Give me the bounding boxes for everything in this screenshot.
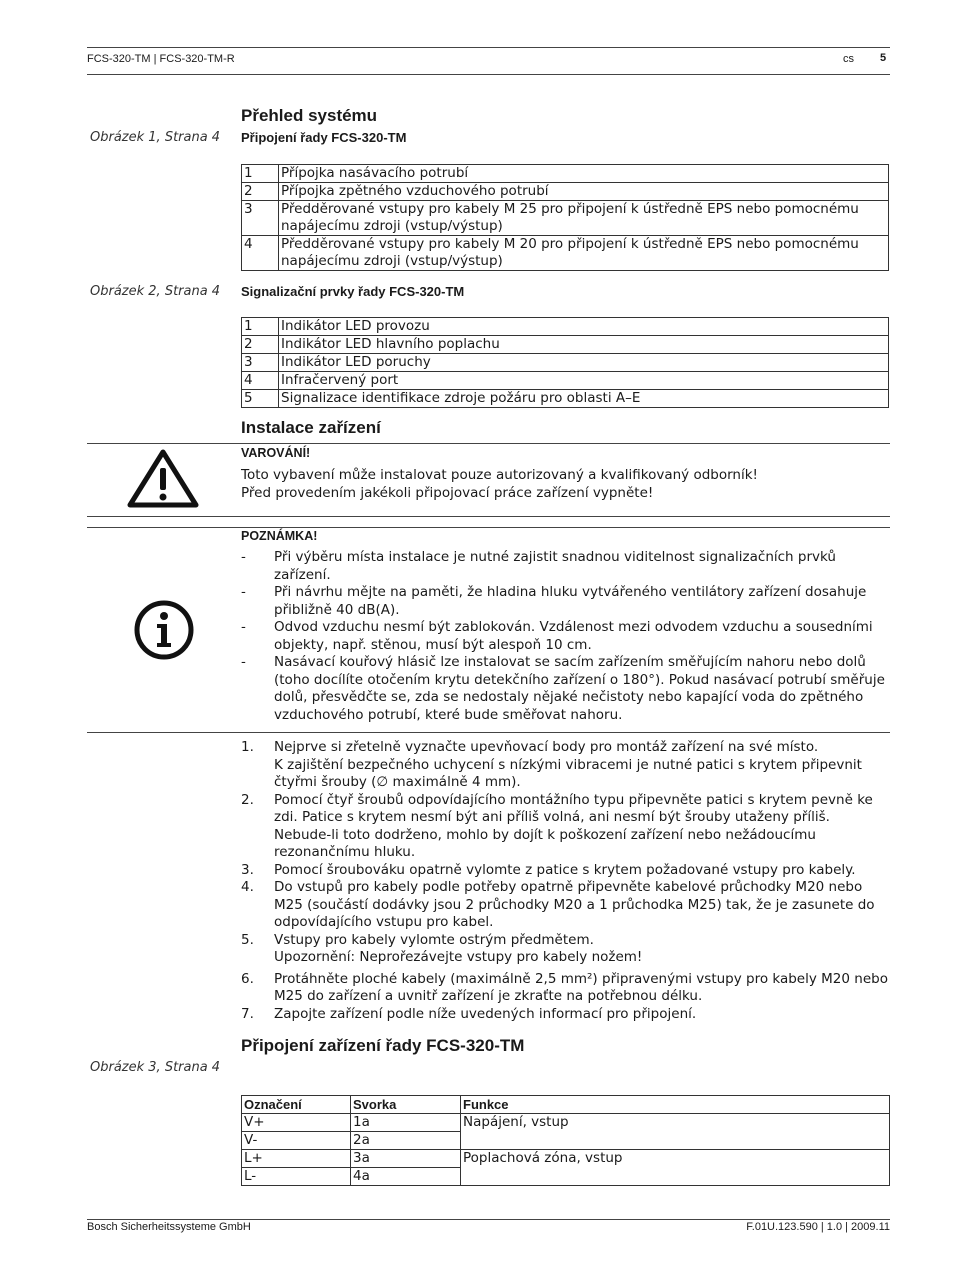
note-bottom-rule — [87, 732, 890, 733]
list-item — [241, 1006, 891, 1024]
column-header: Označení — [242, 1096, 351, 1114]
step-number: 2. — [241, 791, 254, 808]
cell-label: L+ — [242, 1150, 351, 1168]
list-item: - Odvod vzduchu nesmí být zablokován. Vzdálenost mezi odvodem vzduchu a sousedními objekty, např. stěnou, musí být alespoň 10 cm. — [241, 619, 873, 653]
section-heading-install: Instalace zařízení — [241, 418, 381, 437]
warning-text-2: Před provedením jakékoli připojovací práce zařízení vypněte! — [241, 485, 654, 501]
list-item — [241, 862, 891, 880]
table-row — [242, 372, 889, 390]
step-number: 6. — [241, 970, 254, 987]
list-item — [241, 971, 891, 1006]
legend-text: Indikátor LED poruchy — [279, 354, 889, 372]
column-header: Svorka — [351, 1096, 461, 1114]
warning-text-1: Toto vybavení může instalovat pouze autorizovaný a kvalifikovaný odborník! — [241, 467, 758, 483]
section-heading-connect: Připojení zařízení řady FCS-320-TM — [241, 1036, 525, 1055]
step-number: 1. — [241, 739, 254, 755]
list-item: - Nasávací kouřový hlásič lze instalovat se sacím zařízením směřujícím nahoru nebo dolů (toho docílíte otočením krytu detekčního zařízení o 180°). Pokud nasávací potrubí směřuje dolů, přesvědčte se, zda se nedostaly nějaké nečistoty nebo kapající voda do zpětného vzduchového potrubí, které bude směřovat nahoru. — [241, 654, 885, 723]
cell-label: V- — [242, 1132, 351, 1150]
step-subtext: K zajištění bezpečného uchycení s nízkými vibracemi je nutné patici s krytem připevnit čtyřmi šrouby (∅ maximálně 4 mm). — [274, 756, 862, 790]
cell-function: Poplachová zóna, vstup — [461, 1150, 890, 1186]
note-item-text: Při výběru místa instalace je nutné zajistit snadnou viditelnost signalizačních prvků zařízení. — [274, 549, 836, 583]
step-text: Vstupy pro kabely vylomte ostrým předmětem. — [274, 931, 594, 948]
note-list — [241, 549, 891, 724]
table-row — [242, 236, 889, 271]
info-icon — [133, 599, 195, 661]
note-top-rule — [87, 527, 890, 528]
connection-table — [241, 1095, 890, 1186]
table-row — [242, 354, 889, 372]
cell-label: L- — [242, 1168, 351, 1186]
legend-number: 4 — [242, 372, 279, 390]
footer-rule — [87, 1219, 890, 1220]
list-item — [241, 792, 891, 862]
legend-number: 4 — [242, 236, 279, 271]
figure-2-title: Signalizační prvky řady FCS-320-TM — [241, 284, 465, 299]
legend-text: Infračervený port — [279, 372, 889, 390]
table-row — [242, 390, 889, 408]
cell-terminal: 1a — [351, 1114, 461, 1132]
cell-function: Napájení, vstup — [461, 1114, 890, 1150]
header-lang: cs — [843, 53, 854, 65]
install-steps — [241, 739, 891, 1023]
figure-1-title: Připojení řady FCS-320-TM — [241, 130, 407, 145]
legend-text: Předděrované vstupy pro kabely M 25 pro připojení k ústředně EPS nebo pomocnému napájecímu zdroji (vstup/výstup) — [279, 201, 889, 236]
legend-text: Přípojka nasávacího potrubí — [279, 165, 889, 183]
table-header-row — [242, 1096, 890, 1114]
step-subtext: Upozornění: Neprořezávejte vstupy pro kabely nožem! — [274, 949, 643, 965]
step-number: 7. — [241, 1005, 254, 1022]
warning-bottom-rule — [87, 516, 890, 517]
list-item — [241, 739, 891, 792]
footer-company: Bosch Sicherheitssysteme GmbH — [87, 1221, 251, 1233]
legend-text: Indikátor LED hlavního poplachu — [279, 336, 889, 354]
legend-number: 2 — [242, 336, 279, 354]
legend-text: Signalizace identifikace zdroje požáru pro oblasti A–E — [279, 390, 889, 408]
legend-text: Indikátor LED provozu — [279, 318, 889, 336]
note-item-text: Nasávací kouřový hlásič lze instalovat se sacím zařízením směřujícím nahoru nebo dolů (toho docílíte otočením krytu detekčního zařízení o 180°). Pokud nasávací potrubí směřuje dolů, přesvědčte se, zda se nedostaly nějaké nečistoty nebo kapající voda do zpětného vzduchového potrubí, které bude směřovat nahoru. — [274, 654, 885, 723]
table-row — [242, 336, 889, 354]
header-title: FCS-320-TM | FCS-320-TM-R — [87, 53, 235, 65]
step-number: 3. — [241, 861, 254, 878]
step-text: Nejprve si zřetelně vyznačte upevňovací body pro montáž zařízení na své místo. — [274, 739, 819, 755]
step-number: 5. — [241, 931, 254, 948]
figure-1-legend-table — [241, 164, 889, 271]
note-item-text: Odvod vzduchu nesmí být zablokován. Vzdálenost mezi odvodem vzduchu a sousedními objekty, např. stěnou, musí být alespoň 10 cm. — [274, 619, 873, 653]
legend-number: 2 — [242, 183, 279, 201]
figure-2-legend-table — [241, 317, 889, 408]
table-row — [242, 165, 889, 183]
cell-label: V+ — [242, 1114, 351, 1132]
legend-text: Přípojka zpětného vzduchového potrubí — [279, 183, 889, 201]
table-row — [242, 201, 889, 236]
legend-number: 1 — [242, 165, 279, 183]
list-item — [241, 932, 891, 967]
warning-top-rule — [87, 443, 890, 444]
column-header: Funkce — [461, 1096, 890, 1114]
figure-2-caption: Obrázek 2, Strana 4 — [90, 284, 221, 299]
list-item: - Při výběru místa instalace je nutné zajistit snadnou viditelnost signalizačních prvků zařízení. — [241, 549, 836, 583]
step-text: Do vstupů pro kabely podle potřeby opatrně připevněte kabelové průchodky M20 nebo M25 (součástí dodávky jsou 2 průchodky M20 a 1 průchodka M25) tak, že je zasunete do odpovídajícího vstupu pro kabel. — [274, 879, 875, 930]
note-item-text: Při návrhu mějte na paměti, že hladina hluku vytvářeného ventilátory zařízení dosahuje přibližně 40 dB(A). — [274, 584, 867, 618]
step-text: Protáhněte ploché kabely (maximálně 2,5 mm²) připravenými vstupy pro kabely M20 nebo M25 do zařízení a uvnitř zařízení je zkraťte na potřebnou délku. — [274, 970, 888, 1004]
cell-terminal: 2a — [351, 1132, 461, 1150]
warning-label: VAROVÁNÍ! — [241, 446, 311, 460]
section-heading-overview: Přehled systému — [241, 106, 378, 125]
legend-number: 5 — [242, 390, 279, 408]
step-text: Pomocí šroubováku opatrně vylomte z patice s krytem požadované vstupy pro kabely. — [274, 861, 856, 878]
warning-icon — [127, 448, 199, 508]
legend-number: 3 — [242, 354, 279, 372]
legend-number: 3 — [242, 201, 279, 236]
table-row — [242, 183, 889, 201]
footer-document-id: F.01U.123.590 | 1.0 | 2009.11 — [746, 1221, 890, 1233]
header-top-rule — [87, 47, 890, 48]
table-row — [242, 1114, 890, 1132]
step-number: 4. — [241, 879, 254, 895]
table-row — [242, 318, 889, 336]
step-text: Zapojte zařízení podle níže uvedených informací pro připojení. — [274, 1005, 697, 1022]
note-label: POZNÁMKA! — [241, 529, 318, 543]
header-bottom-rule — [87, 74, 890, 75]
legend-text: Předděrované vstupy pro kabely M 20 pro připojení k ústředně EPS nebo pomocnému napájecímu zdroji (vstup/výstup) — [279, 236, 889, 271]
figure-1-caption: Obrázek 1, Strana 4 — [90, 130, 221, 145]
cell-terminal: 3a — [351, 1150, 461, 1168]
page-number: 5 — [880, 52, 887, 64]
figure-3-caption: Obrázek 3, Strana 4 — [90, 1060, 221, 1075]
list-item — [241, 879, 891, 932]
table-row — [242, 1150, 890, 1168]
step-text: Pomocí čtyř šroubů odpovídajícího montážního typu připevněte patici s krytem pevně ke zdi. Patice s krytem nesmí být ani příliš volná, ani nesmí být šrouby utaženy příliš. Nebude-li toto dodrženo, mohlo by dojít k poškození zařízení nebo nežádoucímu rezonančnímu hluku. — [274, 791, 873, 860]
legend-number: 1 — [242, 318, 279, 336]
cell-terminal: 4a — [351, 1168, 461, 1186]
list-item: - Při návrhu mějte na paměti, že hladina hluku vytvářeného ventilátory zařízení dosahuje přibližně 40 dB(A). — [241, 584, 867, 618]
